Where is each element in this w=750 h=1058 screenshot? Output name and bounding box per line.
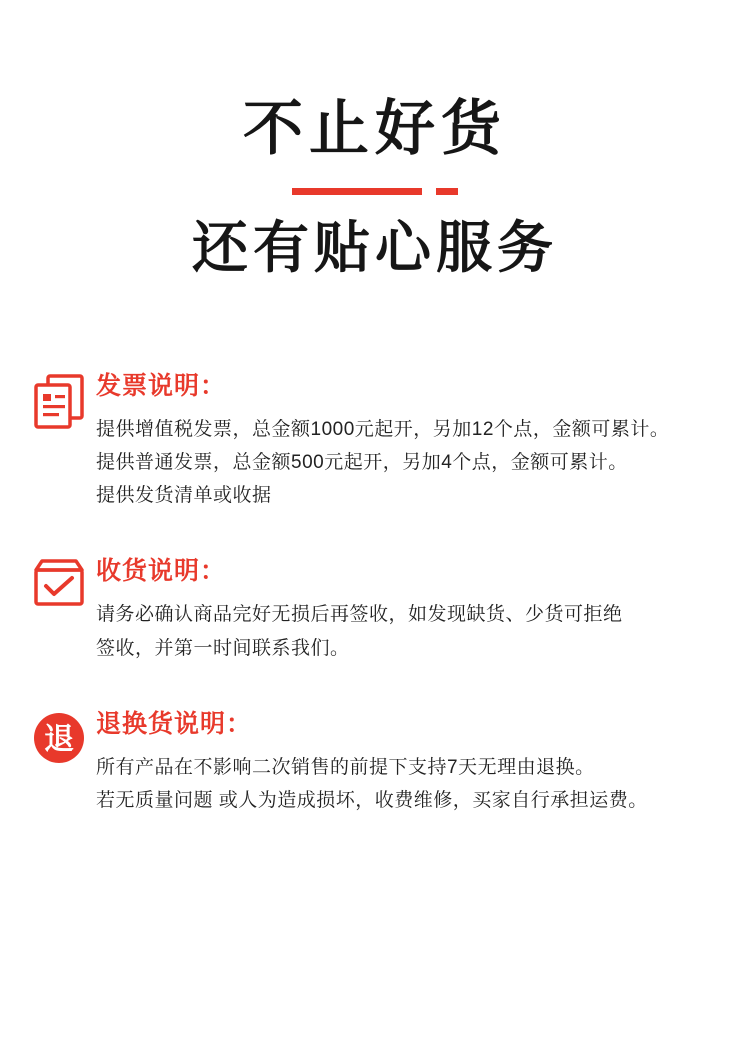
return-badge-icon <box>32 711 86 765</box>
return-body <box>96 709 724 818</box>
invoice-icon-wrap <box>22 371 96 431</box>
section-invoice <box>22 371 724 513</box>
invoice-line-2: 提供普通发票，总金额500元起开，另加4个点，金额可累计。 <box>96 451 628 473</box>
page-title: 不止好货 <box>243 95 507 162</box>
page-subtitle: 还有贴心服务 <box>192 216 558 279</box>
return-line-2: 若无质量问题 或人为造成损坏，收费维修，买家自行承担运费。 <box>96 790 648 812</box>
section-receiving <box>22 556 724 665</box>
service-sections <box>0 371 750 818</box>
invoice-line-3: 提供发货清单或收据 <box>96 485 272 507</box>
receiving-line-1: 请务必确认商品完好无损后再签收，如发现缺货、少货可拒绝 <box>96 604 623 626</box>
section-return <box>22 709 724 818</box>
invoice-icon <box>33 373 85 431</box>
package-check-icon <box>32 558 86 610</box>
page-heading <box>0 0 750 279</box>
divider-bar-long <box>292 188 422 195</box>
divider-bar-short <box>436 188 458 195</box>
return-title: 退换货说明： <box>96 709 253 738</box>
return-badge-icon-wrap <box>22 709 96 765</box>
receiving-line-2: 签收，并第一时间联系我们。 <box>96 637 350 659</box>
package-check-icon-wrap <box>22 556 96 610</box>
invoice-body <box>96 371 724 513</box>
return-line-1: 所有产品在不影响二次销售的前提下支持7天无理由退换。 <box>96 756 595 778</box>
receiving-title: 收货说明： <box>96 557 227 586</box>
return-badge-label: 退 <box>44 722 74 756</box>
invoice-title: 发票说明： <box>96 371 227 400</box>
invoice-line-1: 提供增值税发票，总金额1000元起开，另加12个点，金额可累计。 <box>96 418 670 440</box>
receiving-body <box>96 556 724 665</box>
title-divider <box>0 188 750 195</box>
